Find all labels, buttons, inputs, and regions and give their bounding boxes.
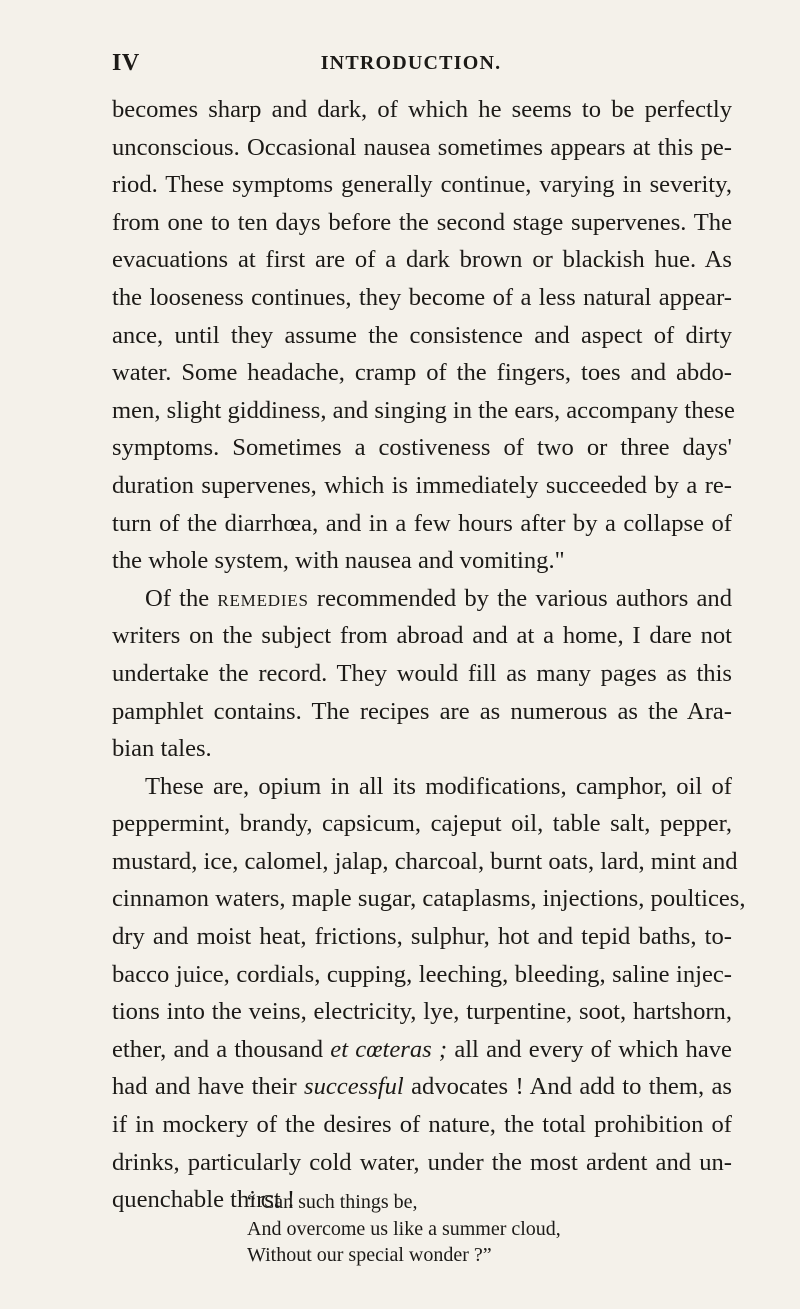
text-line: bacco juice, cordials, cupping, leeching, bleeding, saline injec- xyxy=(112,960,732,988)
text-line: unconscious. Occasional nausea sometimes appears at this pe- xyxy=(112,133,732,161)
text-line: men, slight giddiness, and singing in the ears, accompany these xyxy=(112,396,735,424)
text-line: from one to ten days before the second stage supervenes. The xyxy=(112,208,732,236)
text-line: cinnamon waters, maple sugar, cataplasms, injections, poultices, xyxy=(112,885,746,913)
text-line: drinks, particularly cold water, under the most ardent and un- xyxy=(112,1148,732,1176)
text-line: undertake the record. They would fill as many pages as this xyxy=(112,659,732,687)
text-line: bian tales. xyxy=(112,735,212,763)
italic-phrase: successful xyxy=(304,1073,404,1101)
text-line xyxy=(112,1068,732,1106)
text-run: had and have their xyxy=(112,1073,297,1101)
text-line: writers on the subject from abroad and at a home, I dare not xyxy=(112,622,732,650)
paragraph-first-line xyxy=(112,580,732,618)
text-line: ance, until they assume the consistence and aspect of dirty xyxy=(112,321,732,349)
body-text xyxy=(112,91,746,1219)
running-title: INTRODUCTION. xyxy=(320,52,502,74)
text-line: duration supervenes, which is immediately succeeded by a re- xyxy=(112,471,732,499)
text-run: ether, and a thousand xyxy=(112,1035,324,1063)
text-line: the looseness continues, they become of a less natural appear- xyxy=(112,283,732,311)
verse-line: Without our special wonder ?” xyxy=(247,1244,492,1266)
text-line: evacuations at first are of a dark brown or blackish hue. As xyxy=(112,246,732,274)
text-run: recommended by the various authors and xyxy=(316,584,732,612)
text-line: quenchable thirst ! xyxy=(112,1186,296,1214)
text-line: water. Some headache, cramp of the fingers, toes and abdo- xyxy=(112,359,732,387)
small-caps-word: remedies xyxy=(217,584,309,612)
text-line: the whole system, with nausea and vomiting." xyxy=(112,547,565,575)
text-line: becomes sharp and dark, of which he seems to be perfectly xyxy=(112,96,732,123)
text-line: riod. These symptoms generally continue, varying in severity, xyxy=(112,171,732,199)
text-line: peppermint, brandy, capsicum, cajeput oil, table salt, pepper, xyxy=(112,810,732,838)
text-run: Of the xyxy=(145,584,210,612)
text-line: symptoms. Sometimes a costiveness of two or three days' xyxy=(112,434,732,462)
paragraph-first-line: These are, opium in all its modifications, camphor, oil of xyxy=(145,772,732,800)
verse-line: “ Can such things be, xyxy=(247,1191,418,1213)
verse-line: And overcome us like a summer cloud, xyxy=(247,1217,561,1240)
text-run: all and every of which have xyxy=(454,1035,732,1063)
page-number: IV xyxy=(112,50,140,76)
text-line: pamphlet contains. The recipes are as numerous as the Ara- xyxy=(112,697,732,725)
text-line: turn of the diarrhœa, and in a few hours after by a collapse of xyxy=(112,509,732,537)
text-line: if in mockery of the desires of nature, the total prohibition of xyxy=(112,1111,732,1139)
text-line: dry and moist heat, frictions, sulphur, hot and tepid baths, to- xyxy=(112,923,732,951)
text-line xyxy=(112,1031,732,1069)
italic-phrase: et cœteras ; xyxy=(330,1035,448,1063)
text-run: advocates ! And add to them, as xyxy=(411,1073,732,1101)
text-line: mustard, ice, calomel, jalap, charcoal, burnt oats, lard, mint and xyxy=(112,847,738,875)
text-line: tions into the veins, electricity, lye, turpentine, soot, hartshorn, xyxy=(112,998,732,1026)
verse-quotation xyxy=(247,1189,561,1269)
